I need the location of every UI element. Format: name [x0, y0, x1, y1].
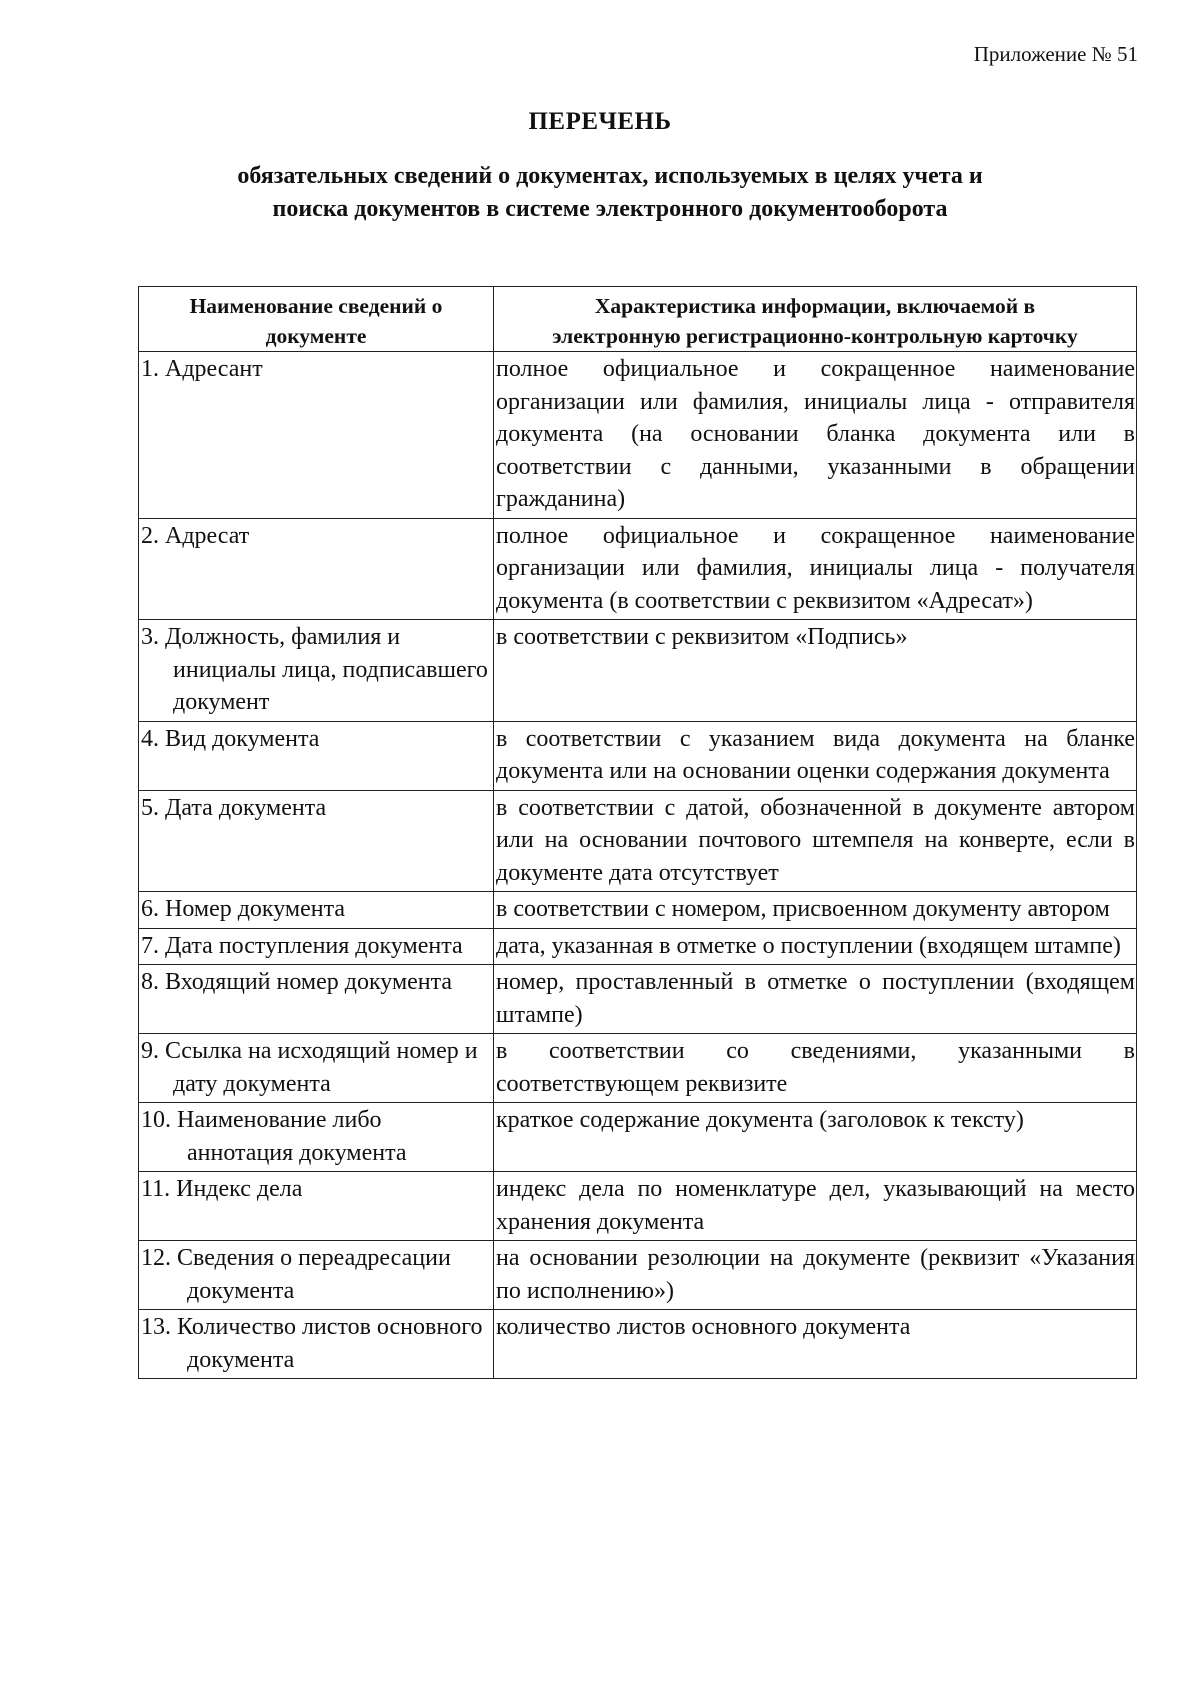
row-name: 10. Наименование либо аннотация документа [141, 1107, 407, 1166]
row-name-cell [139, 1103, 494, 1172]
row-description: дата, указанная в отметке о поступлении (входящем штампе) [494, 928, 1137, 965]
table-row [139, 352, 1137, 519]
row-name-cell [139, 518, 494, 620]
table-row [139, 721, 1137, 790]
table-row [139, 1241, 1137, 1310]
row-name-cell [139, 1241, 494, 1310]
row-name: 4. Вид документа [141, 725, 320, 752]
table-row [139, 620, 1137, 722]
table-row [139, 928, 1137, 965]
column-header-description: Характеристика информации, включаемой в электронную регистрационно-контрольную карточку [494, 287, 1137, 352]
table-row [139, 1034, 1137, 1103]
subtitle-line-1: обязательных сведений о документах, используемых в целях учета и [237, 163, 983, 189]
row-name: 1. Адресант [141, 356, 263, 382]
row-description: в соответствии с номером, присвоенном документу автором [494, 892, 1137, 929]
row-name: 12. Сведения о переадресации документа [141, 1245, 451, 1304]
appendix-number: Приложение № 51 [973, 42, 1138, 66]
row-name: 7. Дата поступления документа [141, 932, 463, 959]
table-row [139, 1310, 1137, 1379]
row-name-cell [139, 965, 494, 1034]
row-description: на основании резолюции на документе (реквизит «Указания по исполнению») [494, 1241, 1137, 1310]
subtitle-line-2: поиска документов в системе электронного документооборота [272, 196, 948, 222]
column-header-name: Наименование сведений о документе [139, 287, 494, 352]
document-subtitle [140, 160, 1080, 226]
row-name-cell [139, 721, 494, 790]
document-title: ПЕРЕЧЕНЬ [528, 108, 672, 135]
table-row [139, 1172, 1137, 1241]
row-description: индекс дела по номенклатуре дел, указывающий на место хранения документа [494, 1172, 1137, 1241]
row-description: в соответствии с указанием вида документа на бланке документа или на основании оценки содержания документа [494, 721, 1137, 790]
table-row [139, 1103, 1137, 1172]
row-name: 6. Номер документа [141, 896, 346, 922]
row-name: 13. Количество листов основного документа [141, 1314, 483, 1373]
table-row [139, 965, 1137, 1034]
row-name: 11. Индекс дела [141, 1176, 303, 1202]
row-name-cell [139, 1034, 494, 1103]
row-name: 9. Ссылка на исходящий номер и дату документа [141, 1038, 478, 1097]
row-name-cell [139, 620, 494, 722]
row-name: 5. Дата документа [141, 794, 327, 821]
row-description: количество листов основного документа [494, 1310, 1137, 1379]
table-row [139, 518, 1137, 620]
table-row [139, 892, 1137, 929]
row-description: номер, проставленный в отметке о поступлении (входящем штампе) [494, 965, 1137, 1034]
row-description: в соответствии со сведениями, указанными в соответствующем реквизите [494, 1034, 1137, 1103]
requisites-table [138, 286, 1137, 1379]
row-name: 8. Входящий номер документа [141, 969, 453, 995]
row-name-cell [139, 352, 494, 519]
row-description: в соответствии с реквизитом «Подпись» [494, 620, 1137, 722]
table-header-row [139, 287, 1137, 352]
row-description: полное официальное и сокращенное наименование организации или фамилия, инициалы лица - отправителя документа (на основании бланка документа или в соответствии с данными, указанными в обращении гражданина) [494, 352, 1137, 519]
table-row [139, 790, 1137, 892]
row-name: 3. Должность, фамилия и инициалы лица, подписавшего документ [141, 624, 488, 715]
row-name-cell [139, 928, 494, 965]
row-name-cell [139, 892, 494, 929]
row-description: краткое содержание документа (заголовок к тексту) [494, 1103, 1137, 1172]
row-name: 2. Адресат [141, 522, 250, 549]
row-name-cell [139, 1310, 494, 1379]
row-name-cell [139, 1172, 494, 1241]
row-description: полное официальное и сокращенное наименование организации или фамилия, инициалы лица - получателя документа (в соответствии с реквизитом «Адресат») [494, 518, 1137, 620]
row-description: в соответствии с датой, обозначенной в документе автором или на основании почтового штемпеля на конверте, если в документе дата отсутствует [494, 790, 1137, 892]
row-name-cell [139, 790, 494, 892]
